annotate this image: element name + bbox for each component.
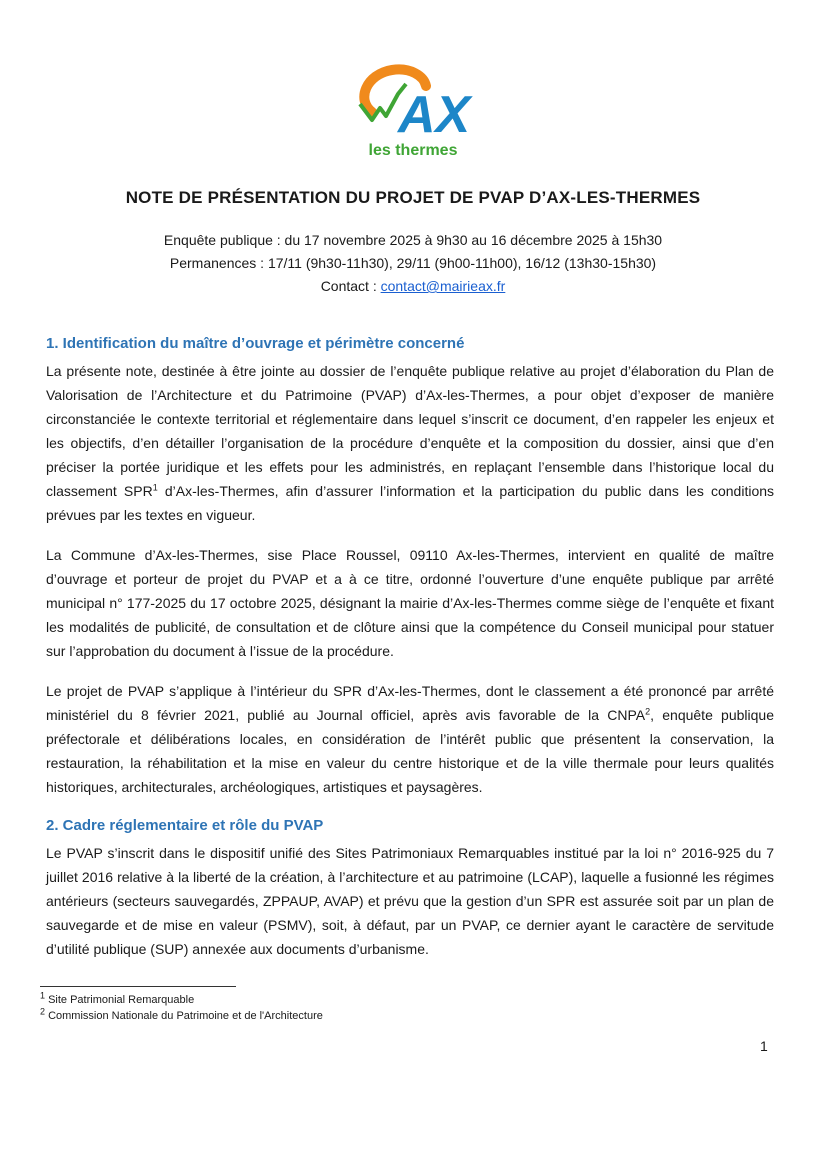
section-1-paragraph-1: [46, 359, 774, 527]
footnote-item: [40, 1008, 323, 1024]
section-1-heading: 1. Identification du maître d’ouvrage et périmètre concerné: [46, 335, 465, 352]
logo-graphic: [352, 64, 474, 140]
footnote-ref-1: 1: [152, 482, 158, 493]
section-1-paragraph-3: [46, 679, 774, 799]
page-title: NOTE DE PRÉSENTATION DU PROJET DE PVAP D’AX-LES-THERMES: [125, 188, 701, 207]
text-run: d’Ax-les-Thermes, afin d’assurer l’information et la participation du public dans les conditions prévues par les textes en vigueur.: [46, 483, 775, 523]
logo: [352, 64, 474, 160]
footnote-text: Commission Nationale du Patrimoine et de l'Architecture: [45, 1010, 323, 1022]
footnote-number: 2: [40, 1006, 46, 1017]
contact-line: [0, 275, 826, 298]
section-2-paragraph-1: Le PVAP s’inscrit dans le dispositif unifié des Sites Patrimoniaux Remarquables institué par la loi n° 2016-925 du 7 juillet 2016 relative à la liberté de la création, à l’architecture et au patrimoine (LCAP), laquelle a fusionné les régimes antérieurs (secteurs sauvegardés, ZPPAUP, AVAP) et prévu que la gestion d’un SPR est assurée soit par un plan de sauvegarde et de mise en valeur (PSMV), soit, à défaut, par un PVAP, ce dernier ayant le caractère de servitude d’utilité publique (SUP) annexée aux documents d’urbanisme.: [46, 845, 774, 957]
footnote-divider: [40, 986, 236, 987]
footnote-ref-2: 2: [645, 706, 651, 717]
text-run: Le projet de PVAP s’applique à l’intérieur du SPR d’Ax-les-Thermes, dont le classement a été prononcé par arrêté ministériel du 8 février 2021, publié au Journal officiel, après avis favorable de la CNPA: [46, 683, 774, 723]
permanences: Permanences : 17/11 (9h30-11h30), 29/11 (9h00-11h00), 16/12 (13h30-15h30): [169, 255, 657, 271]
footnotes: [40, 992, 323, 1024]
section-1-paragraph-2: La Commune d’Ax-les-Thermes, sise Place Roussel, 09110 Ax-les-Thermes, intervient en qualité de maître d’ouvrage et porteur de projet du PVAP et a à ce titre, ordonné l’ouverture d’une enquête publique par arrêté municipal n° 177-2025 du 17 octobre 2025, désignant la mairie d’Ax-les-Thermes comme siège de l’enquête et fixant les modalités de publicité, de consultation et de clôture ainsi que la compétence du Conseil municipal pour statuer sur l’approbation du document à l’issue de la procédure.: [46, 547, 774, 659]
contact-label: Contact :: [320, 278, 381, 294]
main-content: [46, 333, 774, 977]
logo-brand-text: les thermes: [368, 142, 458, 159]
page-number: 1: [760, 1038, 768, 1054]
enquete-dates: Enquête publique : du 17 novembre 2025 à 9h30 au 16 décembre 2025 à 15h30: [163, 232, 663, 248]
enquete-info: [0, 229, 826, 298]
svg-text:AX: AX: [398, 86, 471, 140]
text-run: La présente note, destinée à être jointe au dossier de l’enquête publique relative au projet d’élaboration du Plan de Valorisation de l’Architecture et du Patrimoine (PVAP) d’Ax-les-Thermes, a pour objet d’exposer de manière circonstanciée le contexte territorial et réglementaire dans lequel s’inscrit ce document, d’en rappeler les enjeux et les objectifs, d’en détailler l’organisation de la procédure d’enquête et la composition du dossier, ainsi que d’en préciser la portée juridique et les effets pour les administrés, en replaçant l’ensemble dans l’historique local du classement SPR: [46, 363, 774, 499]
section-2-heading: 2. Cadre réglementaire et rôle du PVAP: [46, 817, 324, 834]
contact-email-link[interactable]: contact@mairieax.fr: [380, 278, 506, 294]
footnote-number: 1: [40, 990, 46, 1001]
footnote-text: Site Patrimonial Remarquable: [45, 994, 195, 1006]
text-run: , enquête publique préfectorale et délibérations locales, en considération de l’intérêt public que présentent la conservation, la restauration, la réhabilitation et la mise en valeur du centre historique et de la ville thermale pour leurs qualités historiques, architecturales, archéologiques, artistiques et paysagères.: [46, 707, 774, 795]
footnote-item: [40, 992, 323, 1008]
